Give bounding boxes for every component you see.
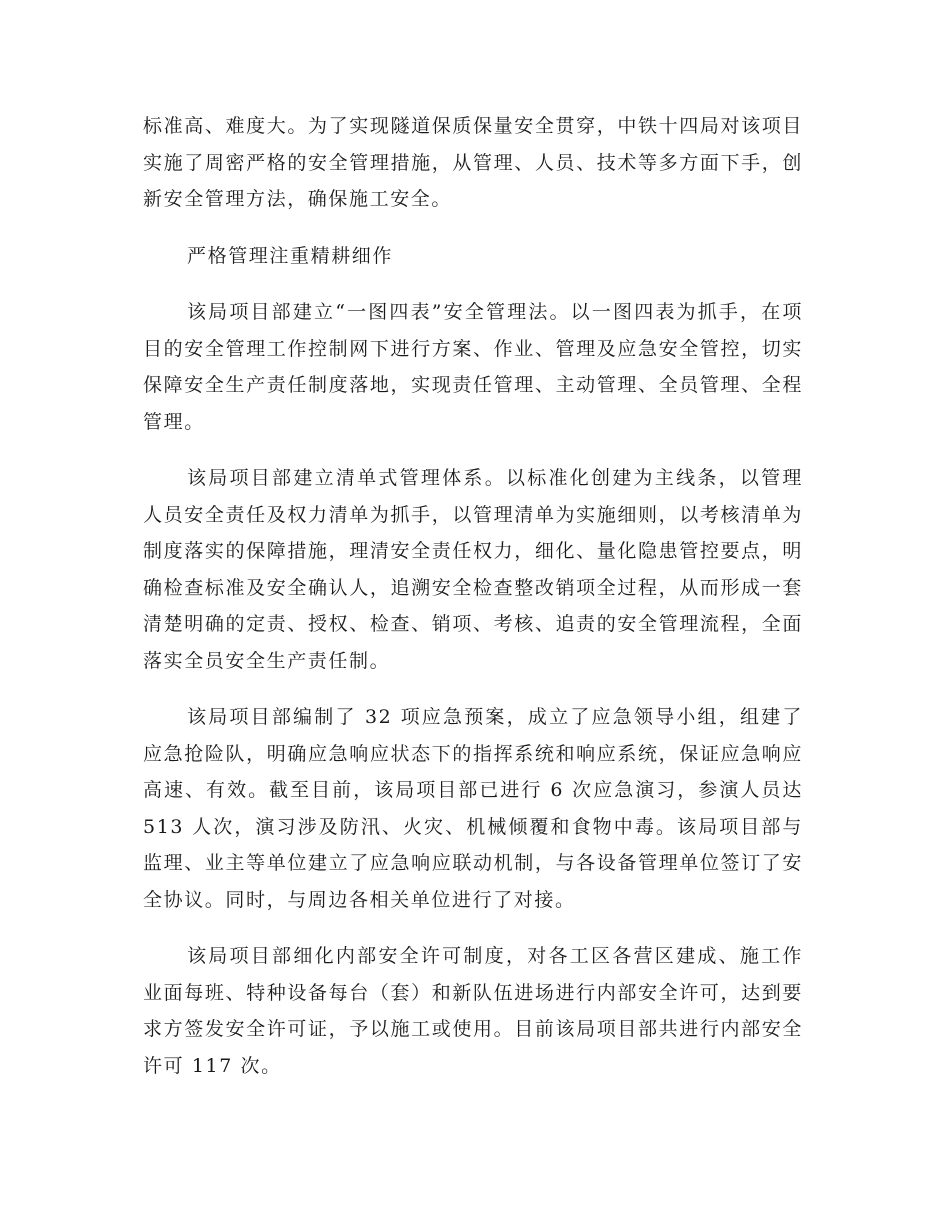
- paragraph-checklist-management: 该局项目部建立清单式管理体系。以标准化创建为主线条，以管理人员安全责任及权力清单为抓手，以管理清单为实施细则，以考核清单为制度落实的保障措施，理清安全责任权力，细化、量化隐患管控要点，明确检查标准及安全确认人，追溯安全检查整改销项全过程，从而形成一套清楚明确的定责、授权、检查、销项、考核、追责的安全管理流程，全面落实全员安全生产责任制。: [143, 467, 803, 672]
- section-heading: 严格管理注重精耕细作: [187, 244, 394, 267]
- paragraph-intro: 标准高、难度大。为了实现隧道保质保量安全贯穿，中铁十四局对该项目实施了周密严格的安全管理措施，从管理、人员、技术等多方面下手，创新安全管理方法，确保施工安全。: [143, 115, 803, 210]
- document-body: [143, 108, 803, 1104]
- paragraph-safety-permits: 该局项目部细化内部安全许可制度，对各工区各营区建成、施工作业面每班、特种设备每台（套）和新队伍进场进行内部安全许可，达到要求方签发安全许可证，予以施工或使用。目前该局项目部共进行内部安全许可 117 次。: [143, 945, 803, 1077]
- paragraph-emergency-plans: 该局项目部编制了 32 项应急预案，成立了应急领导小组，组建了应急抢险队，明确应急响应状态下的指挥系统和响应系统，保证应急响应高速、有效。截至目前，该局项目部已进行 6 次应急演习，参演人员达 513 人次，演习涉及防汛、火灾、机械倾覆和食物中毒。该局项目部与监理、业主等单位建立了应急响应联动机制，与各设备管理单位签订了安全协议。同时，与周边各相关单位进行了对接。: [143, 706, 803, 911]
- paragraph-one-map-four-tables: 该局项目部建立“一图四表”安全管理法。以一图四表为抓手，在项目的安全管理工作控制网下进行方案、作业、管理及应急安全管控，切实保障安全生产责任制度落地，实现责任管理、主动管理、全员管理、全程管理。: [143, 301, 803, 433]
